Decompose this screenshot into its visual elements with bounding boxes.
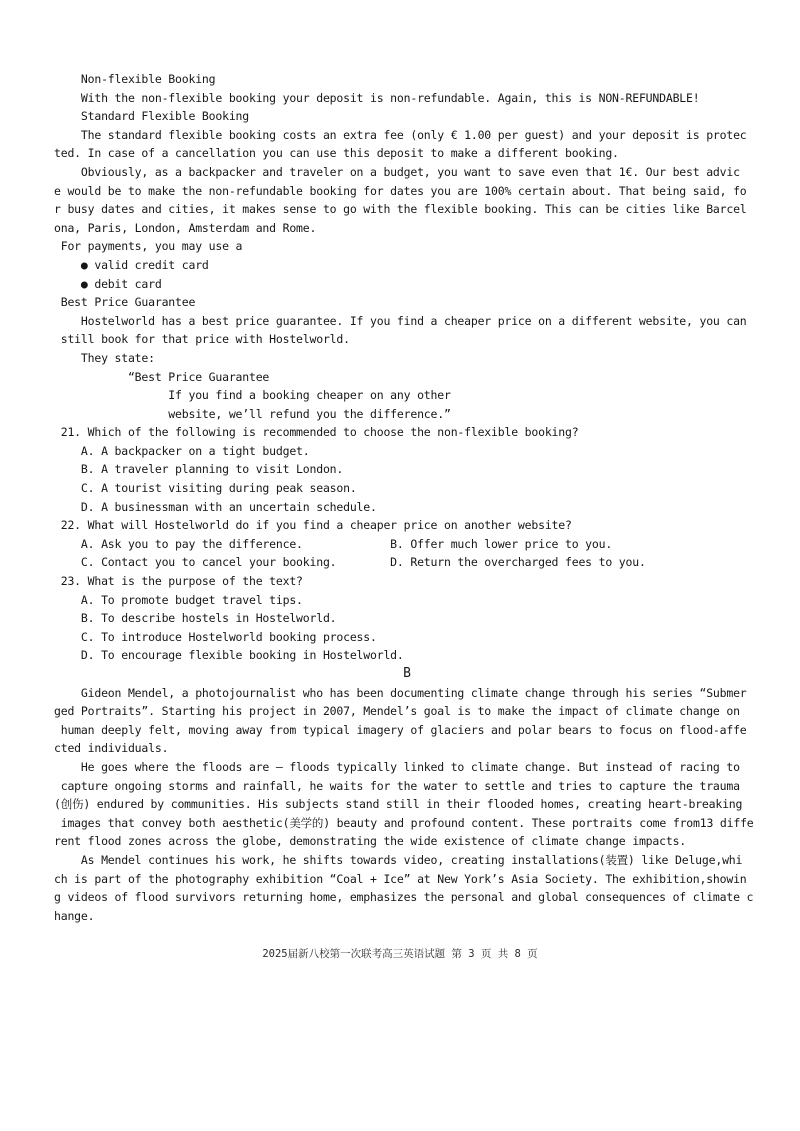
text-line: “Best Price Guarantee: [54, 369, 270, 384]
text-line: ona, Paris, London, Amsterdam and Rome.: [54, 220, 317, 235]
text-line: C. Contact you to cancel your booking. D. Return the overcharged fees to you.: [54, 555, 646, 570]
text-line: ged Portraits”. Starting his project in 2007, Mendel’s goal is to make the impact of climate change on: [54, 704, 740, 719]
text-line: website, we’ll refund you the difference.”: [54, 406, 451, 421]
text-line: C. A tourist visiting during peak season.: [54, 481, 357, 496]
text-line: 21. Which of the following is recommended to choose the non-flexible booking?: [54, 425, 579, 440]
text-line: A. A backpacker on a tight budget.: [54, 443, 310, 458]
text-line: Obviously, as a backpacker and traveler on a budget, you want to save even that 1€. Our best advic: [54, 164, 740, 179]
text-line: B. To describe hostels in Hostelworld.: [54, 611, 337, 626]
text-line: g videos of flood survivors returning home, emphasizes the personal and global consequences of climate c: [54, 890, 754, 905]
text-line: A. Ask you to pay the difference. B. Offer much lower price to you.: [54, 536, 613, 551]
text-line: still book for that price with Hostelworld.: [54, 332, 350, 347]
text-line: The standard flexible booking costs an extra fee (only € 1.00 per guest) and your deposit is protec: [54, 127, 747, 142]
text-line: D. To encourage flexible booking in Hostelworld.: [54, 648, 404, 663]
page-footer: 2025届新八校第一次联考高三英语试题 第 3 页 共 8 页: [262, 948, 538, 960]
text-line: cted individuals.: [54, 741, 169, 756]
section-heading: B: [403, 666, 411, 681]
text-line: C. To introduce Hostelworld booking process.: [54, 629, 377, 644]
text-line: r busy dates and cities, it makes sense to go with the flexible booking. This can be cities like Barcel: [54, 202, 747, 217]
text-line: They state:: [54, 350, 155, 365]
text-line: Gideon Mendel, a photojournalist who has been documenting climate change through his series “Submer: [54, 685, 747, 700]
text-line: For payments, you may use a: [54, 239, 243, 254]
text-line: D. A businessman with an uncertain schedule.: [54, 499, 377, 514]
text-line: B. A traveler planning to visit London.: [54, 462, 344, 477]
text-line: ● valid credit card: [54, 257, 209, 272]
text-line: ted. In case of a cancellation you can use this deposit to make a different booking.: [54, 146, 619, 161]
text-line: He goes where the floods are — floods typically linked to climate change. But instead of racing to: [54, 759, 740, 774]
text-line: Hostelworld has a best price guarantee. If you find a cheaper price on a different website, you can: [54, 313, 747, 328]
text-line: e would be to make the non-refundable booking for dates you are 100% certain about. That being said, fo: [54, 183, 747, 198]
text-line: Best Price Guarantee: [54, 295, 196, 310]
text-line: 22. What will Hostelworld do if you find a cheaper price on another website?: [54, 518, 572, 533]
text-line: images that convey both aesthetic(美学的) beauty and profound content. These portraits come from13 diffe: [54, 815, 754, 830]
text-line: capture ongoing storms and rainfall, he waits for the water to settle and tries to capture the trauma: [54, 778, 740, 793]
text-line: As Mendel continues his work, he shifts towards video, creating installations(装置) like Deluge,whi: [54, 852, 743, 867]
text-line: (创伤) endured by communities. His subjects stand still in their flooded homes, creating heart-breaking: [54, 797, 743, 812]
text-line: Non-flexible Booking: [54, 72, 216, 86]
document-body: [54, 70, 760, 925]
text-line: ch is part of the photography exhibition “Coal + Ice” at New York’s Asia Society. The exhibition,showin: [54, 871, 747, 886]
text-line: 23. What is the purpose of the text?: [54, 574, 303, 589]
text-line: human deeply felt, moving away from typical imagery of glaciers and polar bears to focus on flood-affe: [54, 722, 747, 737]
text-line: If you find a booking cheaper on any other: [54, 388, 451, 403]
text-line: ● debit card: [54, 276, 162, 291]
text-line: A. To promote budget travel tips.: [54, 592, 303, 607]
text-line: With the non-flexible booking your deposit is non-refundable. Again, this is NON-REFUNDABLE!: [54, 90, 700, 105]
text-line: rent flood zones across the globe, demonstrating the wide existence of climate change impacts.: [54, 834, 687, 849]
text-line: Standard Flexible Booking: [54, 109, 249, 124]
text-line: hange.: [54, 908, 95, 923]
